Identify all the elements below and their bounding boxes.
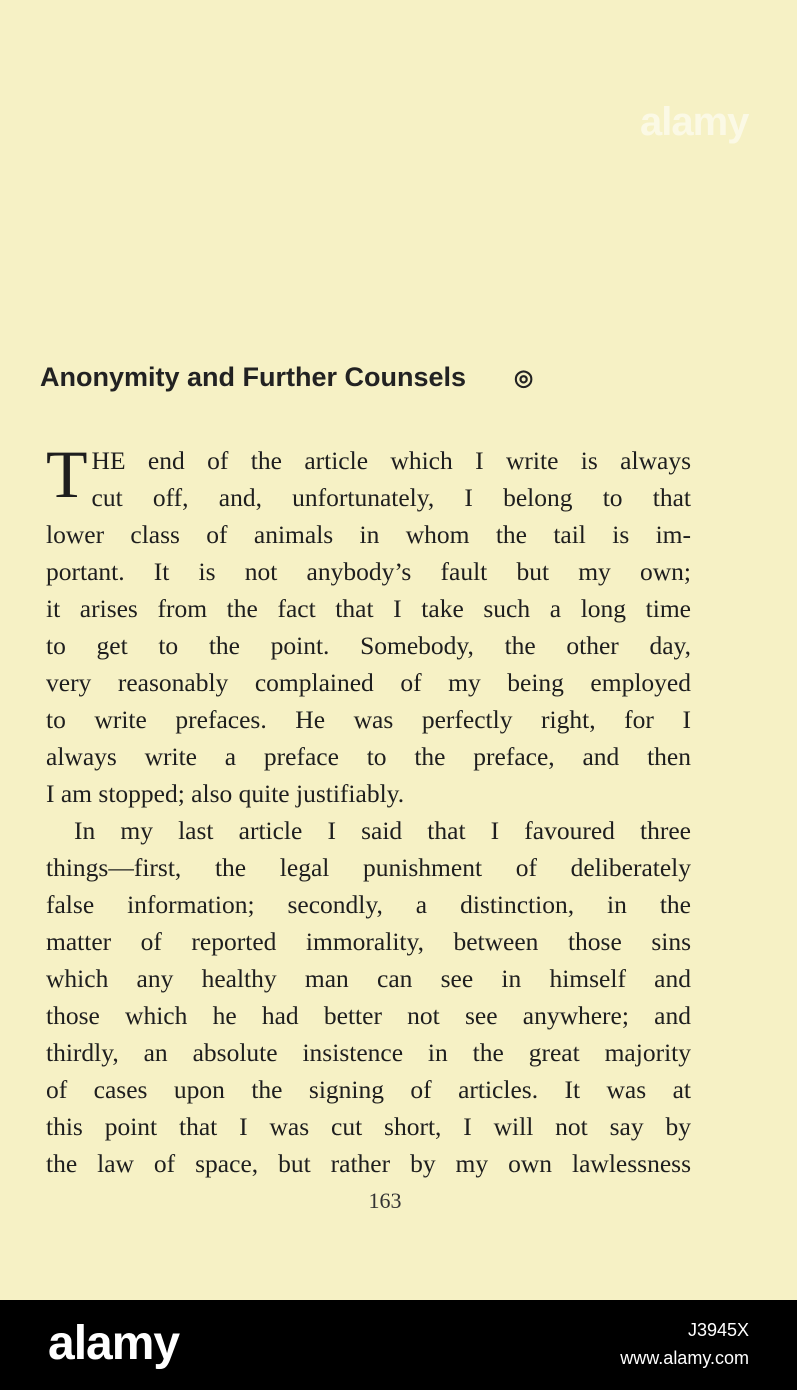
- text-line: matter of reported immorality, between those sins: [46, 927, 691, 956]
- text-line: false information; secondly, a distinction, in the: [46, 890, 691, 919]
- paragraph-1: [46, 436, 691, 812]
- text-line: I am stopped; also quite justifiably.: [46, 779, 405, 808]
- chapter-heading: [40, 362, 670, 393]
- text-line: In my last article I said that I favoured three: [74, 816, 691, 845]
- page-number: 163: [368, 1188, 402, 1213]
- text-line: it arises from the fact that I take such a long time: [46, 594, 691, 623]
- text-line: always write a preface to the preface, and then: [46, 742, 691, 771]
- text-line: which any healthy man can see in himself and: [46, 964, 691, 993]
- text-line: portant. It is not anybody’s fault but my own;: [46, 557, 691, 586]
- text-line: those which he had better not see anywhere; and: [46, 1001, 691, 1030]
- stock-footer: [0, 1300, 797, 1390]
- text-line: cut off, and, unfortunately, I belong to that: [91, 483, 691, 512]
- body-text: [46, 436, 691, 1182]
- image-id: J3945X: [687, 1320, 749, 1340]
- text-line: things—first, the legal punishment of deliberately: [46, 853, 691, 882]
- text-line: of cases upon the signing of articles. It was at: [46, 1075, 691, 1104]
- drop-cap: T: [46, 436, 88, 512]
- text-line: HE end of the article which I write is always: [91, 446, 691, 475]
- footer-url: www.alamy.com: [620, 1348, 749, 1368]
- text-line: thirdly, an absolute insistence in the great majority: [46, 1038, 691, 1067]
- text-line: the law of space, but rather by my own lawlessness: [46, 1149, 691, 1178]
- text-line: lower class of animals in whom the tail is im-: [46, 520, 691, 549]
- text-line: to write prefaces. He was perfectly right, for I: [46, 705, 691, 734]
- ornament-icon: ◎: [514, 364, 534, 390]
- paragraph-2: [46, 812, 691, 1182]
- text-line: this point that I was cut short, I will not say by: [46, 1112, 691, 1141]
- chapter-title: Anonymity and Further Counsels: [40, 362, 467, 392]
- text-line: to get to the point. Somebody, the other day,: [46, 631, 691, 660]
- footer-logo: alamy: [48, 1317, 180, 1370]
- text-line: very reasonably complained of my being employed: [46, 668, 691, 697]
- watermark: alamy: [640, 100, 749, 144]
